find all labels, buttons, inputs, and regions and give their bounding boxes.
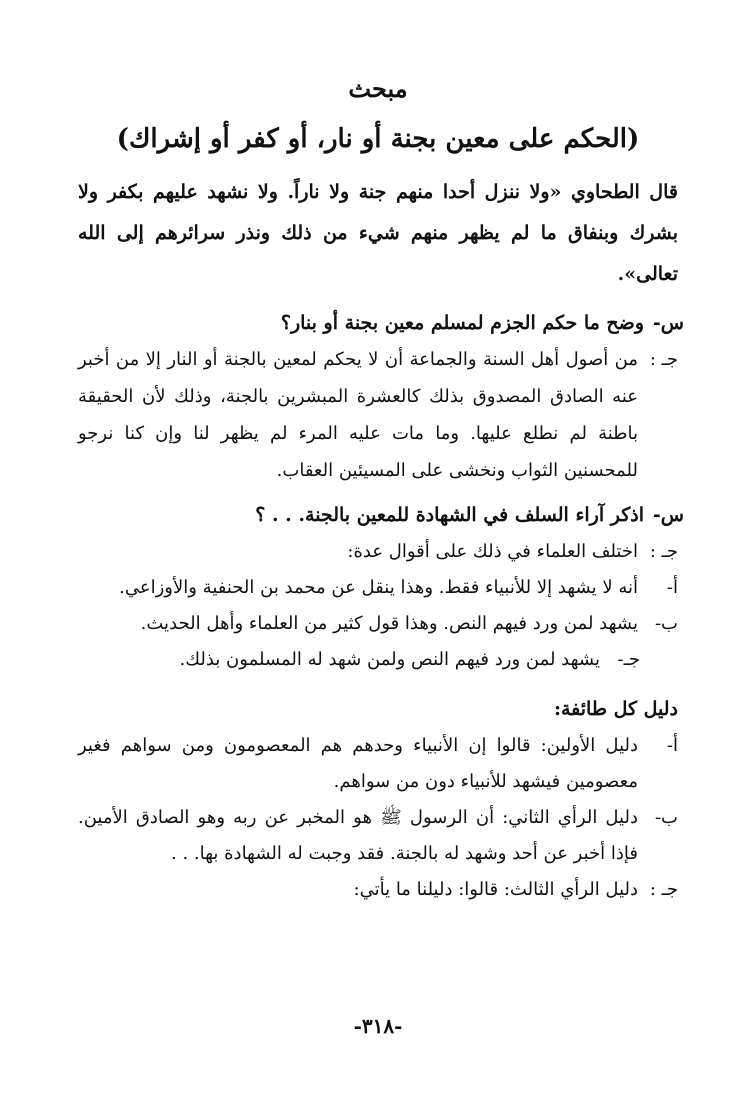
answer-1-mark: جـ : xyxy=(649,349,678,370)
document-page xyxy=(78,70,684,908)
evidence-heading: دليل كل طائفة: xyxy=(553,698,678,720)
question-2-text: اذكر آراء السلف في الشهادة للمعين بالجنة. . . ؟ xyxy=(255,504,644,526)
list-item xyxy=(78,728,678,800)
section-title: مبحث xyxy=(348,74,408,103)
list-item-text: يشهد لمن ورد فيهم النص. وهذا قول كثير من العلماء وأهل الحديث. xyxy=(140,613,638,634)
page-number: -٣١٨- xyxy=(353,1014,403,1038)
list-item xyxy=(78,872,678,908)
list-item xyxy=(78,800,678,872)
list-item-mark: جـ- xyxy=(617,649,640,670)
answer-2 xyxy=(78,533,678,570)
list-item-mark: أ- xyxy=(666,735,678,756)
answer-2-text: اختلف العلماء في ذلك على أقوال عدة: xyxy=(347,541,638,562)
section-subtitle: (الحكم على معين بجنة أو نار، أو كفر أو إشراك) xyxy=(116,124,640,154)
question-1 xyxy=(78,305,684,341)
opinions-list xyxy=(78,570,678,678)
list-item xyxy=(78,570,678,606)
list-item-mark: جـ : xyxy=(649,879,678,900)
list-item-text: يشهد لمن ورد فيهم النص ولمن شهد له المسلمون بذلك. xyxy=(179,649,600,670)
answer-1 xyxy=(78,341,678,489)
list-item-mark: ب- xyxy=(654,807,678,828)
intro-paragraph: قال الطحاوي «ولا ننزل أحدا منهم جنة ولا ناراً. ولا نشهد عليهم بكفر ولا بشرك وبنفاق ما لم يظهر منهم شيء من ذلك ونذر سرائرهم إلى الله تعالى». xyxy=(78,181,678,285)
list-item xyxy=(78,642,678,678)
answer-1-text: من أصول أهل السنة والجماعة أن لا يحكم لمعين بالجنة أو النار إلا من أخبر عنه الصادق المصدوق بذلك كالعشرة المبشرين بالجنة، وذلك لأن الحقيقة باطنة لم نطلع عليها. وما مات عليه المرء لم يظهر لنا وإن كنا نرجو للمحسنين الثواب ونخشى على المسيئين العقاب. xyxy=(78,349,638,481)
question-2-mark: س- xyxy=(652,504,684,526)
list-item-text: دليل الأولين: قالوا إن الأنبياء وحدهم هم المعصومون ومن سواهم فغير معصومين فيشهد للأنبياء دون من سواهم. xyxy=(78,735,638,792)
list-item-text: دليل الرأي الثالث: قالوا: دليلنا ما يأتي: xyxy=(353,879,638,900)
list-item xyxy=(78,606,678,642)
evidence-list xyxy=(78,728,678,908)
question-1-text: وضح ما حكم الجزم لمسلم معين بجنة أو بنار؟ xyxy=(280,312,644,334)
list-item-text: أنه لا يشهد إلا للأنبياء فقط. وهذا ينقل عن محمد بن الحنفية والأوزاعي. xyxy=(119,577,638,598)
answer-2-mark: جـ : xyxy=(649,541,678,562)
list-item-mark: أ- xyxy=(666,577,678,598)
list-item-text: دليل الرأي الثاني: أن الرسول ﷺ هو المخبر عن ربه وهو الصادق الأمين. فإذا أخبر عن أحد وشهد له بالجنة. فقد وجبت له الشهادة بها. . . xyxy=(78,807,638,864)
list-item-mark: ب- xyxy=(654,613,678,634)
question-1-mark: س- xyxy=(652,312,684,334)
question-2 xyxy=(78,497,684,533)
